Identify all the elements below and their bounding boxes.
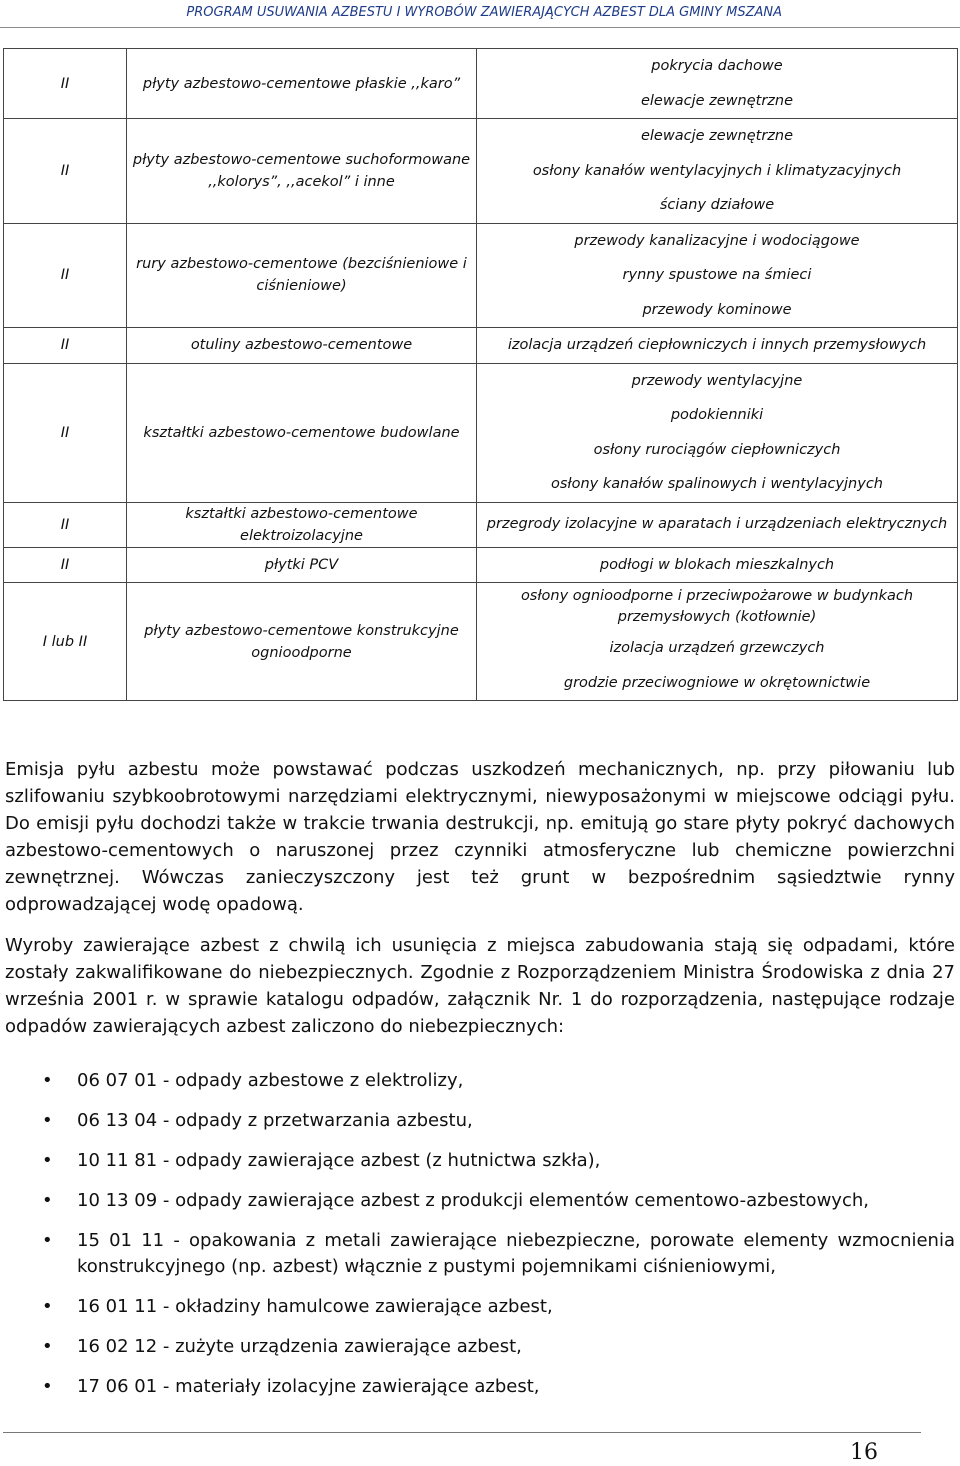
use-item: przegrody izolacyjne w aparatach i urządzeniach elektrycznych	[486, 516, 948, 532]
header-title: PROGRAM USUWANIA AZBESTU I WYROBÓW ZAWIERAJĄCYCH AZBEST DLA GMINY MSZANA	[186, 5, 782, 20]
use-item: grodzie przeciwogniowe w okrętownictwie	[563, 674, 871, 691]
table-cell-type: II	[4, 328, 127, 364]
use-item: podłogi w blokach mieszkalnych	[599, 556, 835, 573]
table-cell-type: I lub II	[4, 583, 127, 701]
paragraph-waste-classification: Wyroby zawierające azbest z chwilą ich usunięcia z miejsca zabudowania stają się odpadami, które zostały zakwalifikowane do niebezpiecznych. Zgodnie z Rozporządzeniem Ministra Środowiska z dnia 27 września 2001 r. w sprawie katalogu odpadów, załącznik Nr. 1 do rozporządzenia, następujące rodzaje odpadów zawierających azbest zaliczono do niebezpiecznych:	[5, 935, 955, 1037]
table-cell-uses	[477, 49, 958, 119]
table-cell-uses	[477, 502, 958, 547]
list-item	[5, 1068, 955, 1094]
table-row	[4, 223, 958, 328]
page-header	[0, 5, 960, 23]
table-cell-type: II	[4, 502, 127, 547]
use-item: ściany działowe	[659, 197, 775, 213]
list-item-text: 10 13 09 - odpady zawierające azbest z produkcji elementów cementowo-azbestowych,	[77, 1190, 869, 1211]
table-cell-uses	[477, 583, 958, 701]
table-cell-product: płyty azbestowo-cementowe konstrukcyjne ognioodporne	[127, 583, 477, 701]
list-item	[5, 1294, 955, 1320]
bullet-icon: •	[42, 1070, 53, 1091]
table-cell-product: kształtki azbestowo-cementowe elektroizolacyjne	[127, 502, 477, 547]
table-cell-product: otuliny azbestowo-cementowe	[127, 328, 477, 364]
table-cell-uses	[477, 223, 958, 328]
use-item: przewody kominowe	[642, 301, 792, 318]
list-item-text: 15 01 11 - opakowania z metali zawierające niebezpieczne, porowate elementy wzmocnienia konstrukcyjnego (np. azbest) włącznie z pustymi pojemnikami ciśnieniowymi,	[77, 1230, 955, 1277]
table-cell-product: płyty azbestowo-cementowe suchoformowane ,,kolorys”, ,,acekol” i inne	[127, 119, 477, 224]
paragraph-dust-emission: Emisja pyłu azbestu może powstawać podczas uszkodzeń mechanicznych, np. przy piłowaniu lub szlifowaniu szybkoobrotowymi narzędziami elektrycznymi, niewyposażonymi w miejscowe odciągi pyłu. Do emisji pyłu dochodzi także w trakcie trwania destrukcji, np. emitują go stare płyty pokryć dachowych azbestowo-cementowych o naruszonej przez czynniki atmosferyczne lub chemiczne powierzchni zewnętrznej. Wówczas zanieczyszczony jest też grunt w bezpośrednim sąsiedztwie rynny odprowadzającej wodę opadową.	[5, 759, 955, 915]
table-cell-type: II	[4, 119, 127, 224]
use-item: elewacje zewnętrzne	[640, 92, 794, 109]
list-item-text: 17 06 01 - materiały izolacyjne zawierające azbest,	[77, 1376, 540, 1397]
table-row	[4, 49, 958, 119]
use-item: elewacje zewnętrzne	[640, 128, 794, 144]
use-item: osłony kanałów spalinowych i wentylacyjnych	[551, 476, 883, 492]
table-cell-product: rury azbestowo-cementowe (bezciśnieniowe i ciśnieniowe)	[127, 223, 477, 328]
table-cell-product: płyty azbestowo-cementowe płaskie ,,karo”	[127, 49, 477, 119]
header-divider	[0, 27, 960, 28]
list-item-text: 06 07 01 - odpady azbestowe z elektrolizy,	[77, 1070, 464, 1091]
use-item: osłony rurociągów ciepłowniczych	[593, 441, 841, 458]
list-item	[5, 1148, 955, 1174]
table-row	[4, 547, 958, 583]
table-row	[4, 328, 958, 364]
bullet-icon: •	[42, 1230, 53, 1251]
use-item: rynny spustowe na śmieci	[622, 267, 812, 283]
table-row	[4, 363, 958, 502]
list-item	[5, 1108, 955, 1134]
table-cell-type: II	[4, 223, 127, 328]
bullet-icon: •	[42, 1110, 53, 1131]
footer-divider	[3, 1432, 921, 1433]
use-item: przewody kanalizacyjne i wodociągowe	[574, 232, 860, 249]
table-cell-product: płytki PCV	[127, 547, 477, 583]
bullet-icon: •	[42, 1296, 53, 1317]
table-cell-uses	[477, 363, 958, 502]
use-item: osłony ognioodporne i przeciwpożarowe w budynkach przemysłowych (kotłownie)	[520, 588, 914, 625]
bullet-icon: •	[42, 1150, 53, 1171]
list-item-text: 16 01 11 - okładziny hamulcowe zawierające azbest,	[77, 1296, 553, 1317]
use-item: pokrycia dachowe	[651, 58, 783, 74]
list-item	[5, 1188, 955, 1214]
use-item: przewody wentylacyjne	[631, 372, 803, 389]
use-item: izolacja urządzeń grzewczych	[609, 640, 825, 656]
table-row	[4, 119, 958, 224]
bullet-icon: •	[42, 1376, 53, 1397]
use-item: podokienniki	[670, 407, 764, 423]
list-item-text: 06 13 04 - odpady z przetwarzania azbestu,	[77, 1110, 473, 1131]
list-item	[5, 1334, 955, 1360]
table-cell-uses	[477, 328, 958, 364]
list-item	[5, 1228, 955, 1280]
list-item-text: 10 11 81 - odpady zawierające azbest (z hutnictwa szkła),	[77, 1150, 601, 1171]
table-row	[4, 583, 958, 701]
table-cell-uses	[477, 119, 958, 224]
page-number: 16	[850, 1440, 878, 1465]
table-cell-product: kształtki azbestowo-cementowe budowlane	[127, 363, 477, 502]
bullet-icon: •	[42, 1190, 53, 1211]
use-item: izolacja urządzeń ciepłowniczych i innych przemysłowych	[507, 337, 927, 353]
table-cell-uses	[477, 547, 958, 583]
table-cell-type: II	[4, 547, 127, 583]
table-cell-type: II	[4, 363, 127, 502]
list-item-text: 16 02 12 - zużyte urządzenia zawierające azbest,	[77, 1336, 522, 1357]
asbestos-products-table	[3, 48, 958, 701]
bullet-icon: •	[42, 1336, 53, 1357]
use-item: osłony kanałów wentylacyjnych i klimatyzacyjnych	[532, 162, 902, 179]
table-row	[4, 502, 958, 547]
waste-code-list	[5, 1068, 955, 1414]
table-cell-type: II	[4, 49, 127, 119]
list-item	[5, 1374, 955, 1400]
